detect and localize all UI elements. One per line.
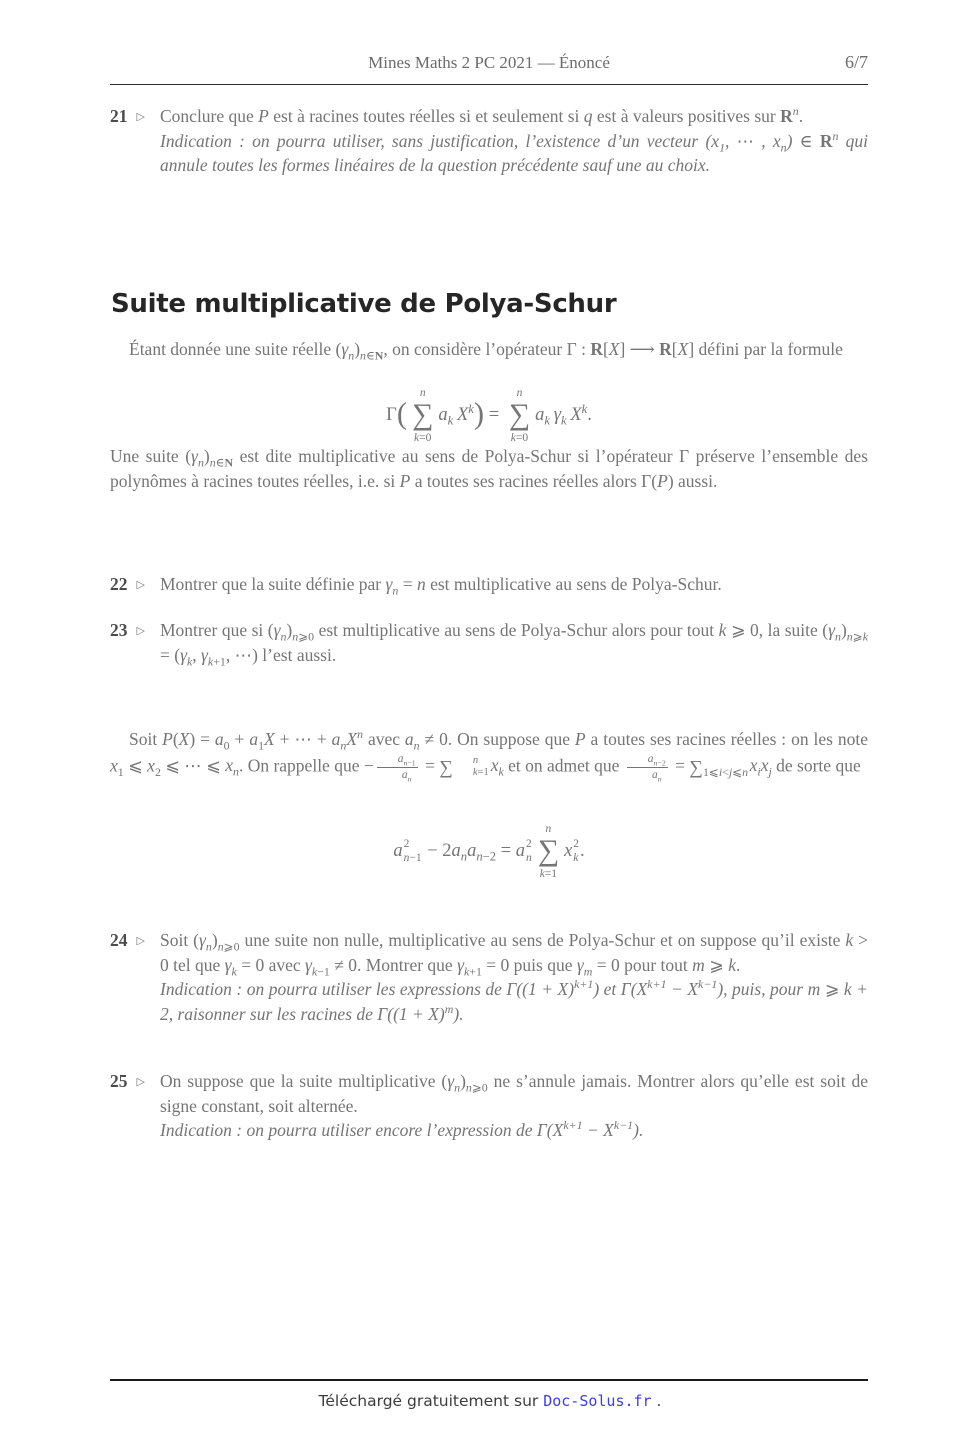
question-21 bbox=[110, 104, 868, 178]
triangle-marker-icon: ▷ bbox=[136, 579, 145, 591]
triangle-marker-icon: ▷ bbox=[136, 111, 145, 123]
section-title: Suite multiplicative de Polya-Schur bbox=[111, 289, 617, 319]
question-21-body bbox=[160, 104, 868, 178]
question-23-number: 23 ▷ bbox=[110, 620, 145, 640]
footer-rule bbox=[110, 1379, 868, 1381]
display-formula-2: a 2 n−1 − $2a_na_{n-2} = a$ 2 n n ∑ k=1 x 2 k . bbox=[393, 823, 585, 880]
question-25-number: 25 ▷ bbox=[110, 1071, 145, 1091]
footer-suffix: . bbox=[651, 1392, 662, 1410]
question-23 bbox=[110, 618, 868, 667]
triangle-marker-icon: ▷ bbox=[136, 1076, 145, 1088]
header-rule bbox=[110, 84, 868, 85]
footer-text: Téléchargé gratuitement sur bbox=[318, 1392, 544, 1410]
question-21-number: 21 ▷ bbox=[110, 106, 145, 126]
question-24-indication: Indication : on pourra utiliser les expressions de $\Gamma((1 + X)^{k+1})$ et $\Gamma(X^{k+1} - X^{k-1})$, puis, pour m ⩾ k + 2, raisonner sur les racines de $\Gamma((1 + X)^m)$. bbox=[160, 977, 868, 1024]
question-21-indication: Indication : on pourra utiliser, sans justification, l’existence d’un vecteur ($x_1$, ⋯ , $x_n$) ∈ $R^n$ qui annule toutes les formes linéaires de la question précédente sauf une au choix. bbox=[160, 128, 868, 176]
question-25-body bbox=[160, 1069, 868, 1143]
footer bbox=[0, 1389, 980, 1414]
page-number: 6/7 bbox=[844, 52, 868, 72]
paragraph-roots: Soit $P(X) = a_0 + a_1X$ + ⋯ + $a_nX^n$ avec $a_n \ne 0$. On suppose que P a toutes ses racines réelles : on les note $x_1$ ⩽ $x_2$ ⩽ ⋯ ⩽ $x_n$. On rappelle que − $\frac{a_{n-1}}{a_n}$ = ∑ n k=1 $x_k$ et on admet que $\frac{a_{n-2}}{a_n}$ = $\sum_{1⩽i<j⩽n}$ $x_ix_j$ de sorte que bbox=[110, 727, 868, 783]
header-title: Mines Maths 2 PC 2021 — Énoncé bbox=[368, 53, 610, 72]
question-24 bbox=[110, 928, 868, 1026]
question-25-indication: Indication : on pourra utiliser encore l’expression de $\Gamma(X^{k+1} - X^{k-1})$. bbox=[160, 1118, 644, 1141]
question-22-text: Montrer que la suite définie par $\gamma_n = n$ est multiplicative au sens de Polya-Schur. bbox=[160, 574, 722, 598]
question-24-body bbox=[160, 928, 868, 1026]
paragraph-intro: Étant donnée une suite réelle $(\gamma_n)_{n\in N}$, on considère l’opérateur Γ : R[X] ⟶ R[X] défini par la formule bbox=[129, 339, 843, 363]
triangle-marker-icon: ▷ bbox=[136, 935, 145, 947]
question-23-text: Montrer que si $(\gamma_n)_{n⩾0}$ est multiplicative au sens de Polya-Schur alors pour tout k ⩾ 0, la suite $(\gamma_n)_{n⩾k} = (\gamma_k$, $\gamma_{k+1}$, ⋯) l’est aussi. bbox=[160, 620, 868, 669]
paragraph-definition: Une suite $(\gamma_n)_{n\in N}$ est dite multiplicative au sens de Polya-Schur si l’opérateur Γ préserve l’ensemble des polynômes à racines toutes réelles, i.e. si P a toutes ses racines réelles alors Γ(P) aussi. bbox=[110, 446, 868, 491]
question-24-text: Soit $(\gamma_n)_{n⩾0}$ une suite non nulle, multiplicative au sens de Polya-Schur et on suppose qu’il existe k > 0 tel que $\gamma_k = 0$ avec $\gamma_{k-1} \ne 0$. Montrer que $\gamma_{k+1} = 0$ puis que $\gamma_m = 0$ pour tout m ⩾ k. bbox=[160, 930, 868, 979]
question-25 bbox=[110, 1069, 868, 1143]
page-header bbox=[110, 50, 868, 76]
question-25-text: On suppose que la suite multiplicative $(\gamma_n)_{n⩾0}$ ne s’annule jamais. Montrer alors qu’elle est soit de signe constant, soit alternée. bbox=[160, 1071, 868, 1116]
question-22 bbox=[110, 572, 868, 598]
question-22-number: 22 ▷ bbox=[110, 574, 145, 594]
doc-solus-link[interactable]: Doc-Solus.fr bbox=[543, 1392, 652, 1410]
question-24-number: 24 ▷ bbox=[110, 930, 145, 950]
question-21-text: Conclure que P est à racines toutes réelles si et seulement si q est à valeurs positives sur $R^n$. bbox=[160, 104, 804, 126]
triangle-marker-icon: ▷ bbox=[136, 625, 145, 637]
display-formula-1: Γ( n ∑ k=0 $a_k$ $X^k$) = n ∑ k=0 $a_k$ $\gamma_k$ $X^k$. bbox=[386, 387, 592, 444]
